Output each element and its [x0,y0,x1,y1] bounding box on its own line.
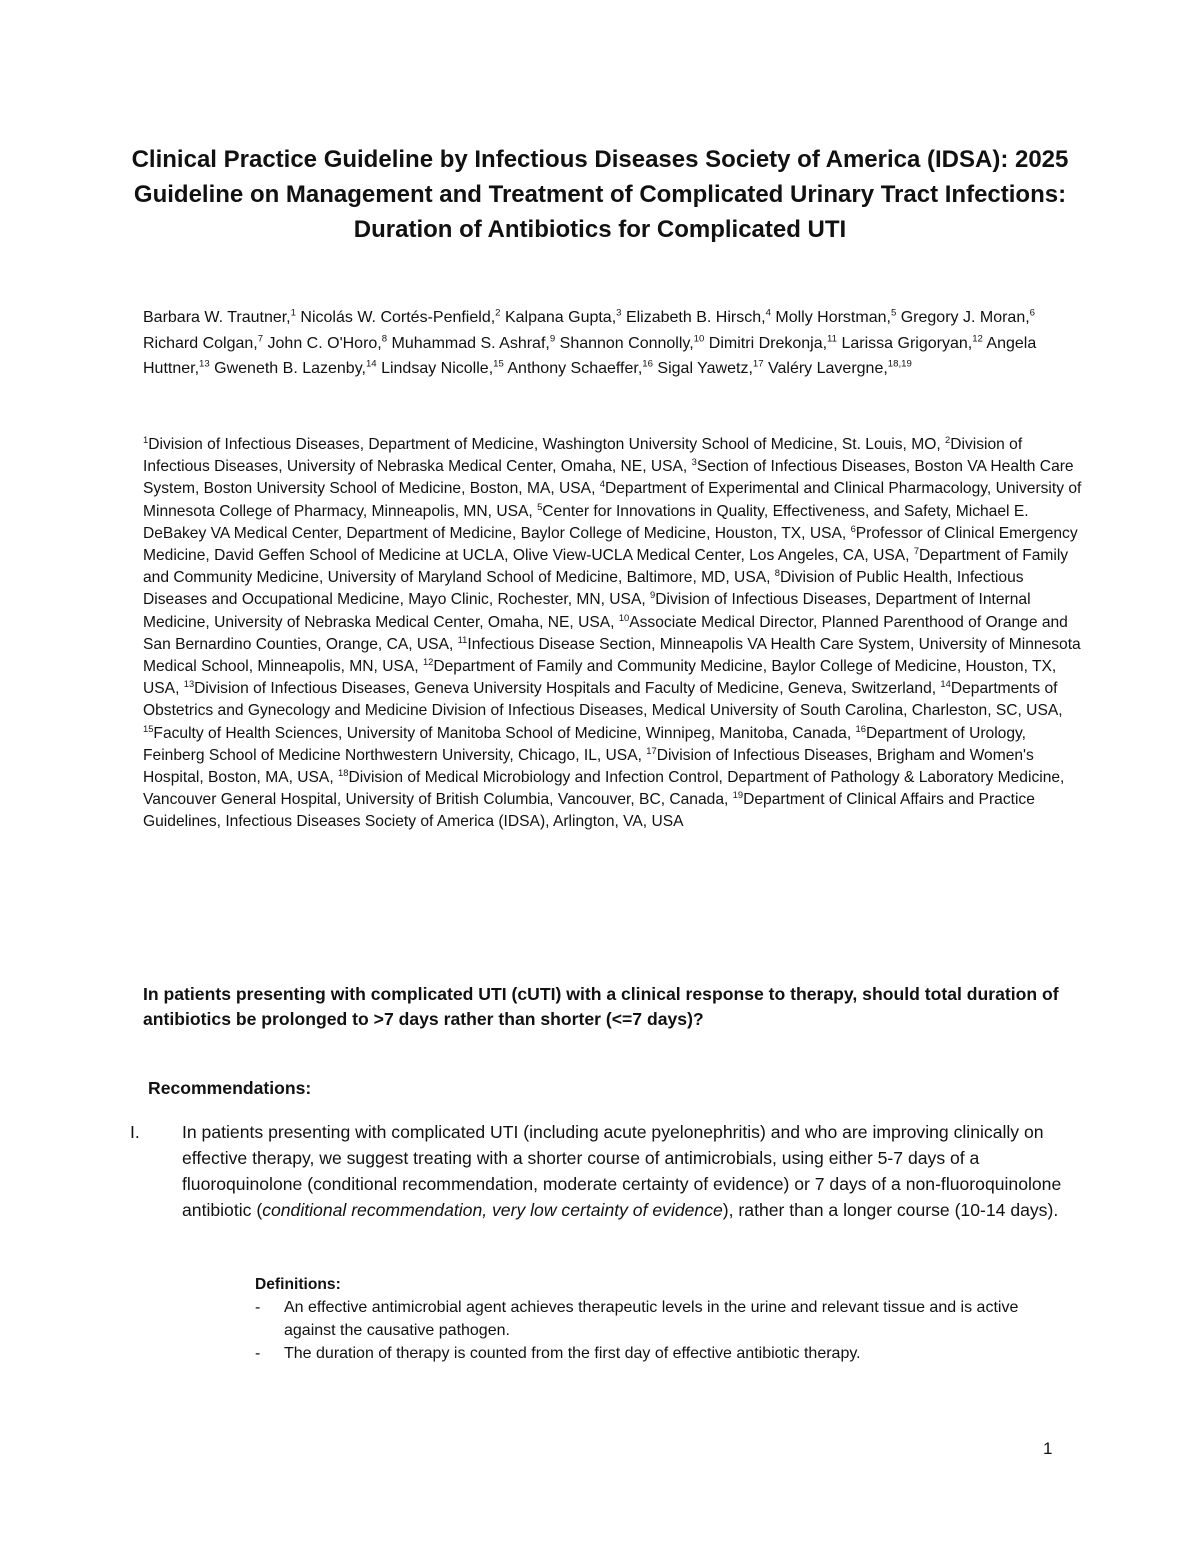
affiliation: $^{14}$Departments of Obstetrics and Gynecology and Medicine Division of Infectious Diseases, Medical University of South Carolina, Charleston, SC, USA, [143,679,1063,720]
author: Muhammad S. Ashraf,$^9$ [391,333,556,352]
author: Barbara W. Trautner,$^1$ [143,307,296,326]
affiliation: $^{10}$Associate Medical Director, Planned Parenthood of Orange and San Bernardino Counties, Orange, CA, USA, [143,612,1068,653]
affiliation: $^2$Division of Infectious Diseases, University of Nebraska Medical Center, Omaha, NE, USA, [143,434,1023,476]
author: Richard Colgan,$^7$ [143,333,264,352]
definitions-section [255,1273,1045,1365]
affiliation: $^1$Division of Infectious Diseases, Department of Medicine, Washington University School of Medicine, St. Louis, MO, [143,434,941,453]
definitions-list [255,1296,1045,1365]
recommendations-heading: Recommendations: [148,1078,312,1098]
author: Gregory J. Moran,$^6$ [900,307,1036,326]
recommendation-item [130,1119,1070,1223]
page-number: 1 [1043,1439,1053,1458]
author: Larissa Grigoryan,$^{12}$ [841,333,983,352]
recommendation-numeral: I. [130,1122,140,1142]
definition-item [255,1342,1045,1365]
affiliation: $^{18}$Division of Medical Microbiology and Infection Control, Department of Pathology & Laboratory Medicine, Vancouver General Hospital, University of British Columbia, Vancouver, BC, Canada, [143,767,1065,809]
key-question: In patients presenting with complicated UTI (cUTI) with a clinical response to therapy, should total duration of antibiotics be prolonged to >7 days rather than shorter (<=7 days)? [143,984,1059,1029]
affiliation-list [143,434,1088,834]
author: John C. O'Horo,$^8$ [267,333,388,352]
affiliation: $^{16}$Department of Urology, Feinberg School of Medicine Northwestern University, Chicago, IL, USA, [143,723,1026,764]
author: Nicolás W. Cortés-Penfield,$^2$ [300,307,501,326]
affiliation: $^3$Section of Infectious Diseases, Boston VA Health Care System, Boston University School of Medicine, Boston, MA, USA, [143,457,1074,498]
affiliation: $^{12}$Department of Family and Community Medicine, Baylor College of Medicine, Houston, TX, USA, [143,656,1057,698]
author: Lindsay Nicolle,$^{15}$ [381,358,504,378]
author: Angela Huttner,$^{13}$ [143,334,1037,378]
affiliation: $^6$Professor of Clinical Emergency Medicine, David Geffen School of Medicine at UCLA, Olive View-UCLA Medical Center, Los Angeles, CA, USA, [143,523,1078,565]
affiliation: $^{19}$Department of Clinical Affairs and Practice Guidelines, Infectious Diseases Society of America (IDSA), Arlington, VA, USA [143,790,1035,831]
page-title: Clinical Practice Guideline by Infectious Diseases Society of America (IDSA): 2025 Guideline on Management and Treatment of Complicated Urinary Tract Infections: Duration of Antibiotics for Complicated UTI [131,146,1069,243]
author: Elizabeth B. Hirsch,$^4$ [625,307,771,326]
definition-text: An effective antimicrobial agent achieves therapeutic levels in the urine and relevant tissue and is active against the causative pathogen. [284,1299,1019,1339]
affiliation: $^{15}$Faculty of Health Sciences, University of Manitoba School of Medicine, Winnipeg, Manitoba, Canada, [143,723,852,742]
author-list [143,305,1063,382]
recommendation-text: In patients presenting with complicated UTI (including acute pyelonephritis) and who are improving clinically on effective therapy, we suggest treating with a shorter course of antimicrobials, using either 5-7 days of a fluoroquinolone (conditional recommendation, moderate certainty of evidence) or 7 days of a non-fluoroquinolone antibiotic (conditional recommendation, very low certainty of evidence), rather than a longer course (10-14 days). [182,1122,1062,1220]
dash-bullet: - [255,1299,261,1316]
affiliation: $^{11}$Infectious Disease Section, Minneapolis VA Health Care System, University of Minnesota Medical School, Minneapolis, MN, USA, [143,634,1081,676]
recommendation-list [130,1119,1070,1223]
affiliation: $^{17}$Division of Infectious Diseases, Brigham and Women's Hospital, Boston, MA, USA, [143,745,1034,787]
definition-item [255,1296,1045,1342]
author: Molly Horstman,$^5$ [775,307,897,326]
author: Shannon Connolly,$^{10}$ [559,333,705,352]
author: Kalpana Gupta,$^3$ [504,307,622,326]
author: Gweneth B. Lazenby,$^{14}$ [214,358,377,378]
affiliation: $^9$Division of Infectious Diseases, Department of Internal Medicine, University of Nebraska Medical Center, Omaha, NE, USA, [143,590,1031,631]
definition-text: The duration of therapy is counted from the first day of effective antibiotic therapy. [284,1345,861,1362]
affiliation: $^{13}$Division of Infectious Diseases, Geneva University Hospitals and Faculty of Medicine, Geneva, Switzerland, [183,679,937,698]
author: Dimitri Drekonja,$^{11}$ [708,333,838,352]
affiliation: $^8$Division of Public Health, Infectious Diseases and Occupational Medicine, Mayo Clinic, Rochester, MN, USA, [143,568,1024,609]
dash-bullet: - [255,1345,261,1362]
author: Anthony Schaeffer,$^{16}$ [507,358,653,378]
affiliation: $^7$Department of Family and Community Medicine, University of Maryland School of Medicine, Baltimore, MD, USA, [143,545,1069,587]
definitions-heading: Definitions: [255,1276,341,1293]
affiliation: $^4$Department of Experimental and Clinical Pharmacology, University of Minnesota College of Pharmacy, Minneapolis, MN, USA, [143,479,1082,520]
recommendation-strength: conditional recommendation, very low certainty of evidence [262,1200,723,1220]
author: Sigal Yawetz,$^{17}$ [657,358,764,378]
author: Valéry Lavergne,$^{18,19}$ [768,358,912,378]
affiliation: $^5$Center for Innovations in Quality, Effectiveness, and Safety, Michael E. DeBakey VA Medical Center, Department of Medicine, Baylor College of Medicine, Houston, TX, USA, [143,501,1029,542]
